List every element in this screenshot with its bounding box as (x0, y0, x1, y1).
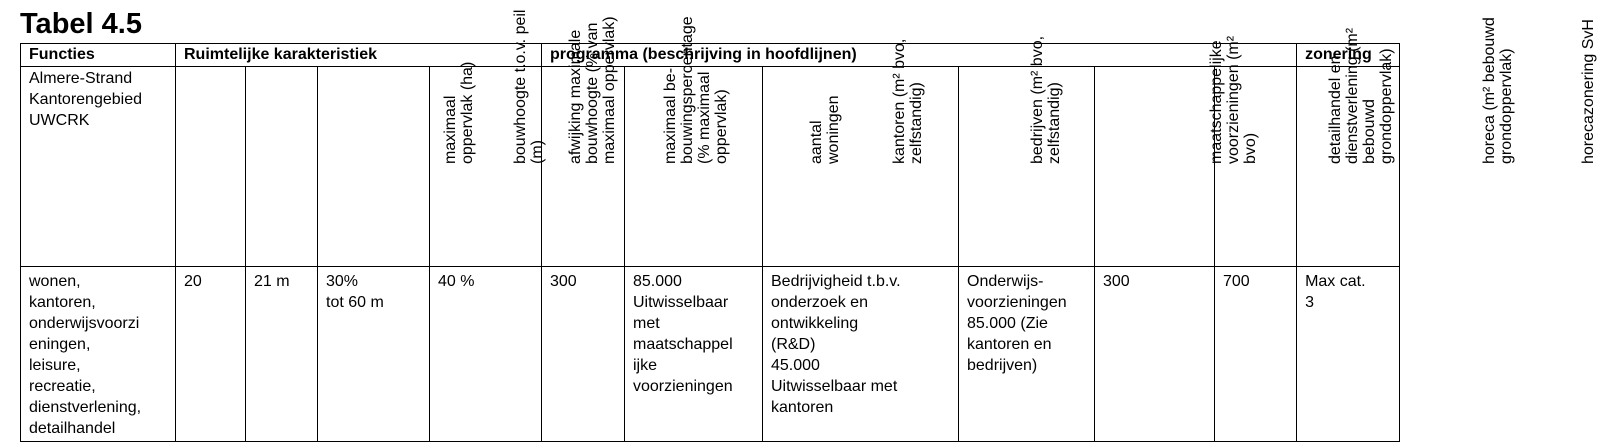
cell-text: Bedrijvigheid t.b.v. onderzoek en ontwikkeling (R&D) 45.000 Uitwisselbaar met kantoren (771, 273, 901, 416)
table-row (21, 267, 1400, 442)
cell-text: 21 m (254, 273, 290, 290)
column-header-text: maximaal oppervlak (ha) (442, 61, 476, 164)
cell-text: 30% tot 60 m (326, 273, 384, 311)
table-title: Tabel 4.5 (20, 8, 142, 40)
subheader-row (21, 67, 1400, 267)
cell-text: 40 % (438, 273, 475, 290)
cell-afwijking-bouwhoogte (318, 267, 430, 442)
cell-kantoren (625, 267, 763, 442)
column-header-text: horecazonering SvH (1580, 19, 1597, 164)
header-functies: Functies (21, 44, 176, 67)
cell-text: wonen, kantoren, onderwijsvoorzi eningen, leisure, recreatie, dienstverlening, detailhandel (29, 273, 142, 437)
cell-horecazonering (1297, 267, 1400, 442)
cell-aantal-woningen (542, 267, 625, 442)
column-header-maximaal-oppervlak (176, 61, 476, 267)
cell-text: Onderwijs- voorzieningen 85.000 (Zie kantoren en bedrijven) (967, 273, 1067, 374)
column-header-text: bedrijven (m² bvo, zelfstandig) (1029, 35, 1063, 164)
header-ruimtelijke-karakteristiek: Ruimtelijke karakteristiek (176, 44, 542, 67)
cell-text: 85.000 Uitwisselbaar met maatschappel ijke voorzieningen (633, 273, 733, 395)
column-header-text: kantoren (m² bvo, zelfstandig) (891, 38, 925, 164)
cell-maximaal-oppervlak (176, 267, 246, 442)
cell-bebouwingspercentage (430, 267, 542, 442)
cell-bedrijven (763, 267, 959, 442)
cell-text: Max cat. 3 (1305, 273, 1366, 311)
cell-maatschappelijke-voorzieningen (959, 267, 1095, 442)
cell-functies (21, 267, 176, 442)
header-programma: programma (beschrijving in hoofdlijnen) (542, 44, 1297, 67)
area-name-cell (21, 67, 176, 267)
cell-bouwhoogte (246, 267, 318, 442)
column-header-text: maximaal be- bouwingspercentage (% maximaal oppervlak) (662, 16, 730, 164)
header-zonering: zonering (1297, 44, 1400, 67)
column-header-text: aantal woningen (808, 95, 842, 164)
cell-text: 700 (1223, 273, 1250, 290)
cell-detailhandel (1095, 267, 1215, 442)
cell-text: 300 (550, 273, 577, 290)
cell-text: 20 (184, 273, 202, 290)
area-name: Almere-Strand Kantorengebied UWCRK (29, 70, 142, 129)
column-header-bedrijven (763, 35, 1063, 267)
column-header-text: maatschappelijke voorzieningen (m² bvo) (1208, 35, 1259, 164)
column-header-text: bouwhoogte t.o.v. peil (m) (512, 9, 546, 164)
cell-horeca (1215, 267, 1297, 442)
column-header-maatschappelijke-voorzieningen (959, 35, 1259, 267)
column-header-text: afwijking maximale bouwhoogte (% van maximaal oppervlak) (567, 16, 618, 164)
cell-text: 300 (1103, 273, 1130, 290)
column-header-text: horeca (m² bebouwd grondoppervlak) (1481, 17, 1515, 164)
column-header-text: detailhandel en dienstverlening (m² bebouwd grondoppervlak) (1327, 27, 1395, 164)
